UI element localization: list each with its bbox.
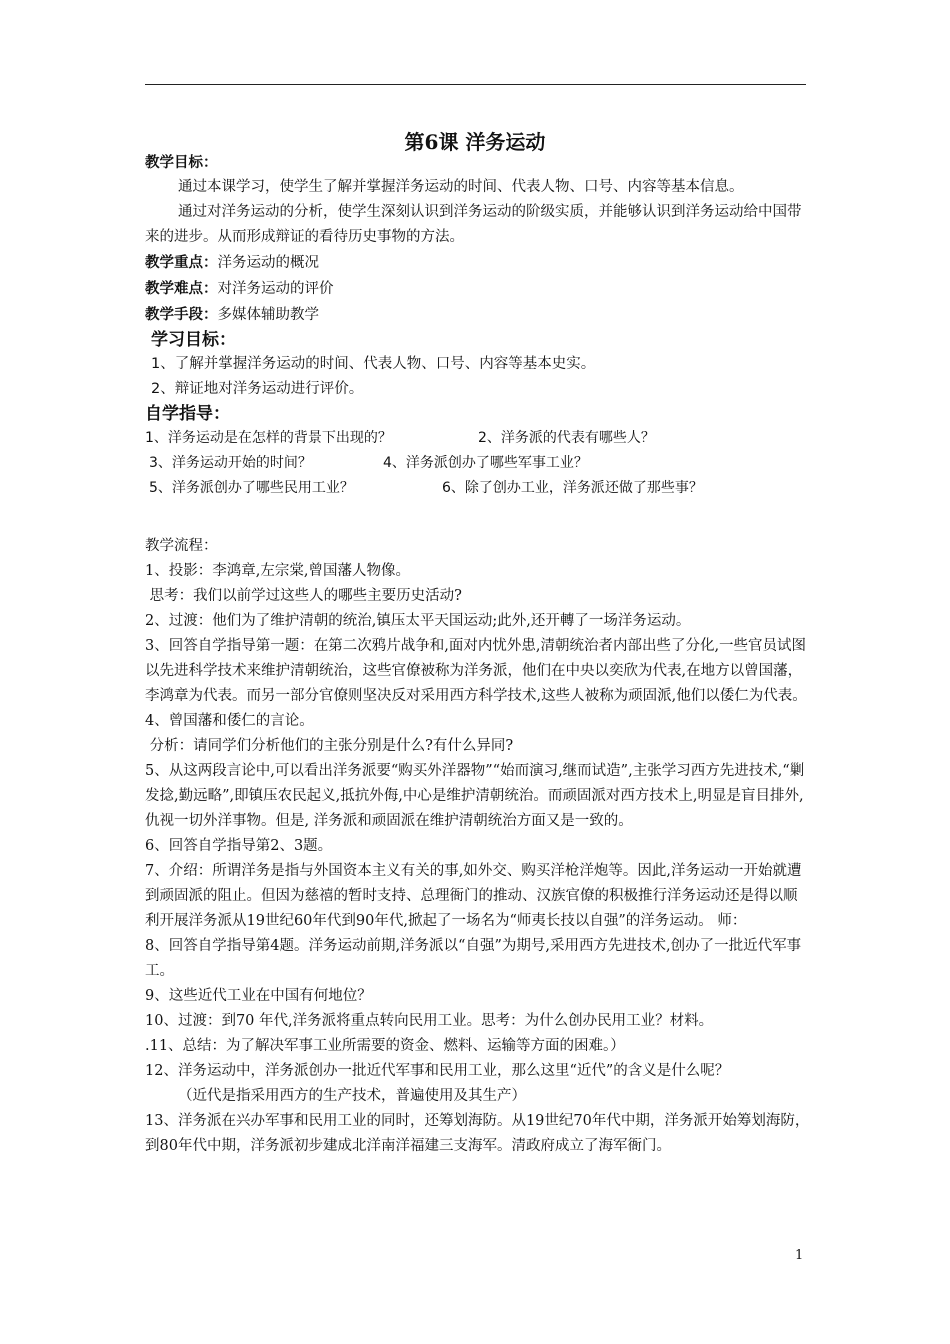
learning-goal-item: 2、辩证地对洋务运动进行评价。: [151, 381, 364, 397]
self-study-row: [145, 451, 810, 476]
self-study-question: 3、洋务运动开始的时间？: [149, 455, 312, 471]
learning-goals-heading: 学习目标：: [151, 330, 236, 350]
focus-label: 教学重点：: [145, 254, 218, 271]
self-study-row: [145, 476, 810, 501]
process-paragraph: 思考：我们以前学过这些人的哪些主要历史活动?: [145, 588, 462, 604]
process-paragraph: 12、洋务运动中，洋务派创办一批近代军事和民用工业，那么这里“近代”的含义是什么呢？: [145, 1063, 730, 1079]
process-paragraph: .11、总结：为了解决军事工业所需要的资金、燃料、运输等方面的困难。）: [145, 1038, 625, 1054]
process-label: 教学流程：: [145, 538, 218, 554]
means-line: [145, 302, 810, 328]
self-study-heading: 自学指导：: [145, 404, 230, 424]
self-study-question: 1、洋务运动是在怎样的背景下出现的？: [145, 430, 392, 446]
process-paragraph: 3、回答自学指导第一题：在第二次鸦片战争和,面对内忧外患,清朝统治者内部出些了分化,一些官员试图以先进科学技术来维护清朝统治，这些官僚被称为洋务派，他们在中央以奕欣为代表,在地方以曾国藩，李鸿章为代表。而另一部分官僚则坚决反对采用西方科学技术,这些人被称为顽固派,他们以倭仁为代表。: [145, 638, 807, 704]
header-rule: [145, 84, 806, 85]
process-paragraph: 7、介绍：所谓洋务是指与外国资本主义有关的事,如外交、购买洋枪洋炮等。因此,洋务运动一开始就遭到顽固派的阻止。但因为慈禧的暂时支持、总理衙门的推动、汉族官僚的积极推行洋务运动还是得以顺利开展洋务派从19世纪60年代到90年代,掀起了一场名为“师夷长技以自强”的洋务运动。 师：: [145, 863, 802, 929]
process-paragraph: 5、从这两段言论中,可以看出洋务派要“购买外洋器物”“始而演习,继而试造”,主张学习西方先进技术,“剿发捻,勤远略”,即镇压农民起义,抵抗外侮,中心是维护清朝统治。而顽固派对西方技术上,明显是盲目排外,仇视一切外洋事物。但是, 洋务派和顽固派在维护清朝统治方面又是一致的。: [145, 763, 805, 829]
means-label: 教学手段：: [145, 306, 218, 323]
process-paragraph: 9、这些近代工业在中国有何地位？: [145, 988, 372, 1004]
self-study-question: 2、洋务派的代表有哪些人？: [478, 430, 655, 446]
process-paragraph: 8、回答自学指导第4题。洋务运动前期,洋务派以“自强”为期号,采用西方先进技术,创办了一批近代军事工。: [145, 938, 802, 979]
self-study-question: 4、洋务派创办了哪些军事工业？: [383, 455, 588, 471]
means-value: 多媒体辅助教学: [217, 307, 319, 323]
process-paragraph: 13、洋务派在兴办军事和民用工业的同时，还筹划海防。从19世纪70年代中期，洋务派开始筹划海防，到80年代中期，洋务派初步建成北洋南洋福建三支海军。清政府成立了海军衙门。: [145, 1113, 810, 1154]
process-paragraph: 2、过渡：他们为了维护清朝的统治,镇压太平天国运动;此外,还开轉了一场洋务运动。: [145, 613, 691, 629]
difficulty-value: 对洋务运动的评价: [217, 281, 334, 297]
objectives-para-1: 通过本课学习，使学生了解并掌握洋务运动的时间、代表人物、口号、内容等基本信息。: [178, 179, 744, 195]
process-paragraph: 4、曾国藩和倭仁的言论。: [145, 713, 314, 729]
self-study-question: 5、洋务派创办了哪些民用工业？: [149, 480, 354, 496]
page-title: 第6课 洋务运动: [404, 130, 546, 154]
process-paragraph: 10、过渡：到70 年代,洋务派将重点转向民用工业。思考：为什么创办民用工业？材料。: [145, 1013, 714, 1029]
process-paragraph: 分析：请同学们分析他们的主张分别是什么?有什么异同?: [145, 738, 514, 754]
self-study-row: [145, 426, 810, 451]
focus-value: 洋务运动的概况: [217, 255, 319, 271]
page-number: 1: [795, 1248, 804, 1263]
self-study-question: 6、除了创办工业，洋务派还做了那些事？: [442, 480, 703, 496]
objectives-para-2: 通过对洋务运动的分析，使学生深刻认识到洋务运动的阶级实质，并能够认识到洋务运动给中国带来的进步。从而形成辩证的看待历史事物的方法。: [145, 204, 802, 245]
process-paragraph: 1、投影：李鸿章,左宗棠,曾国藩人物像。: [145, 563, 410, 579]
document-body: [145, 150, 810, 1159]
difficulty-line: [145, 276, 810, 302]
process-paragraph: 6、回答自学指导第2、3题。: [145, 838, 333, 854]
focus-line: [145, 250, 810, 276]
process-paragraph: （近代是指采用西方的生产技术，普遍使用及其生产）: [178, 1088, 526, 1104]
difficulty-label: 教学难点：: [145, 280, 218, 297]
learning-goal-item: 1、了解并掌握洋务运动的时间、代表人物、口号、内容等基本史实。: [151, 356, 596, 372]
objectives-label: 教学目标：: [145, 154, 218, 171]
